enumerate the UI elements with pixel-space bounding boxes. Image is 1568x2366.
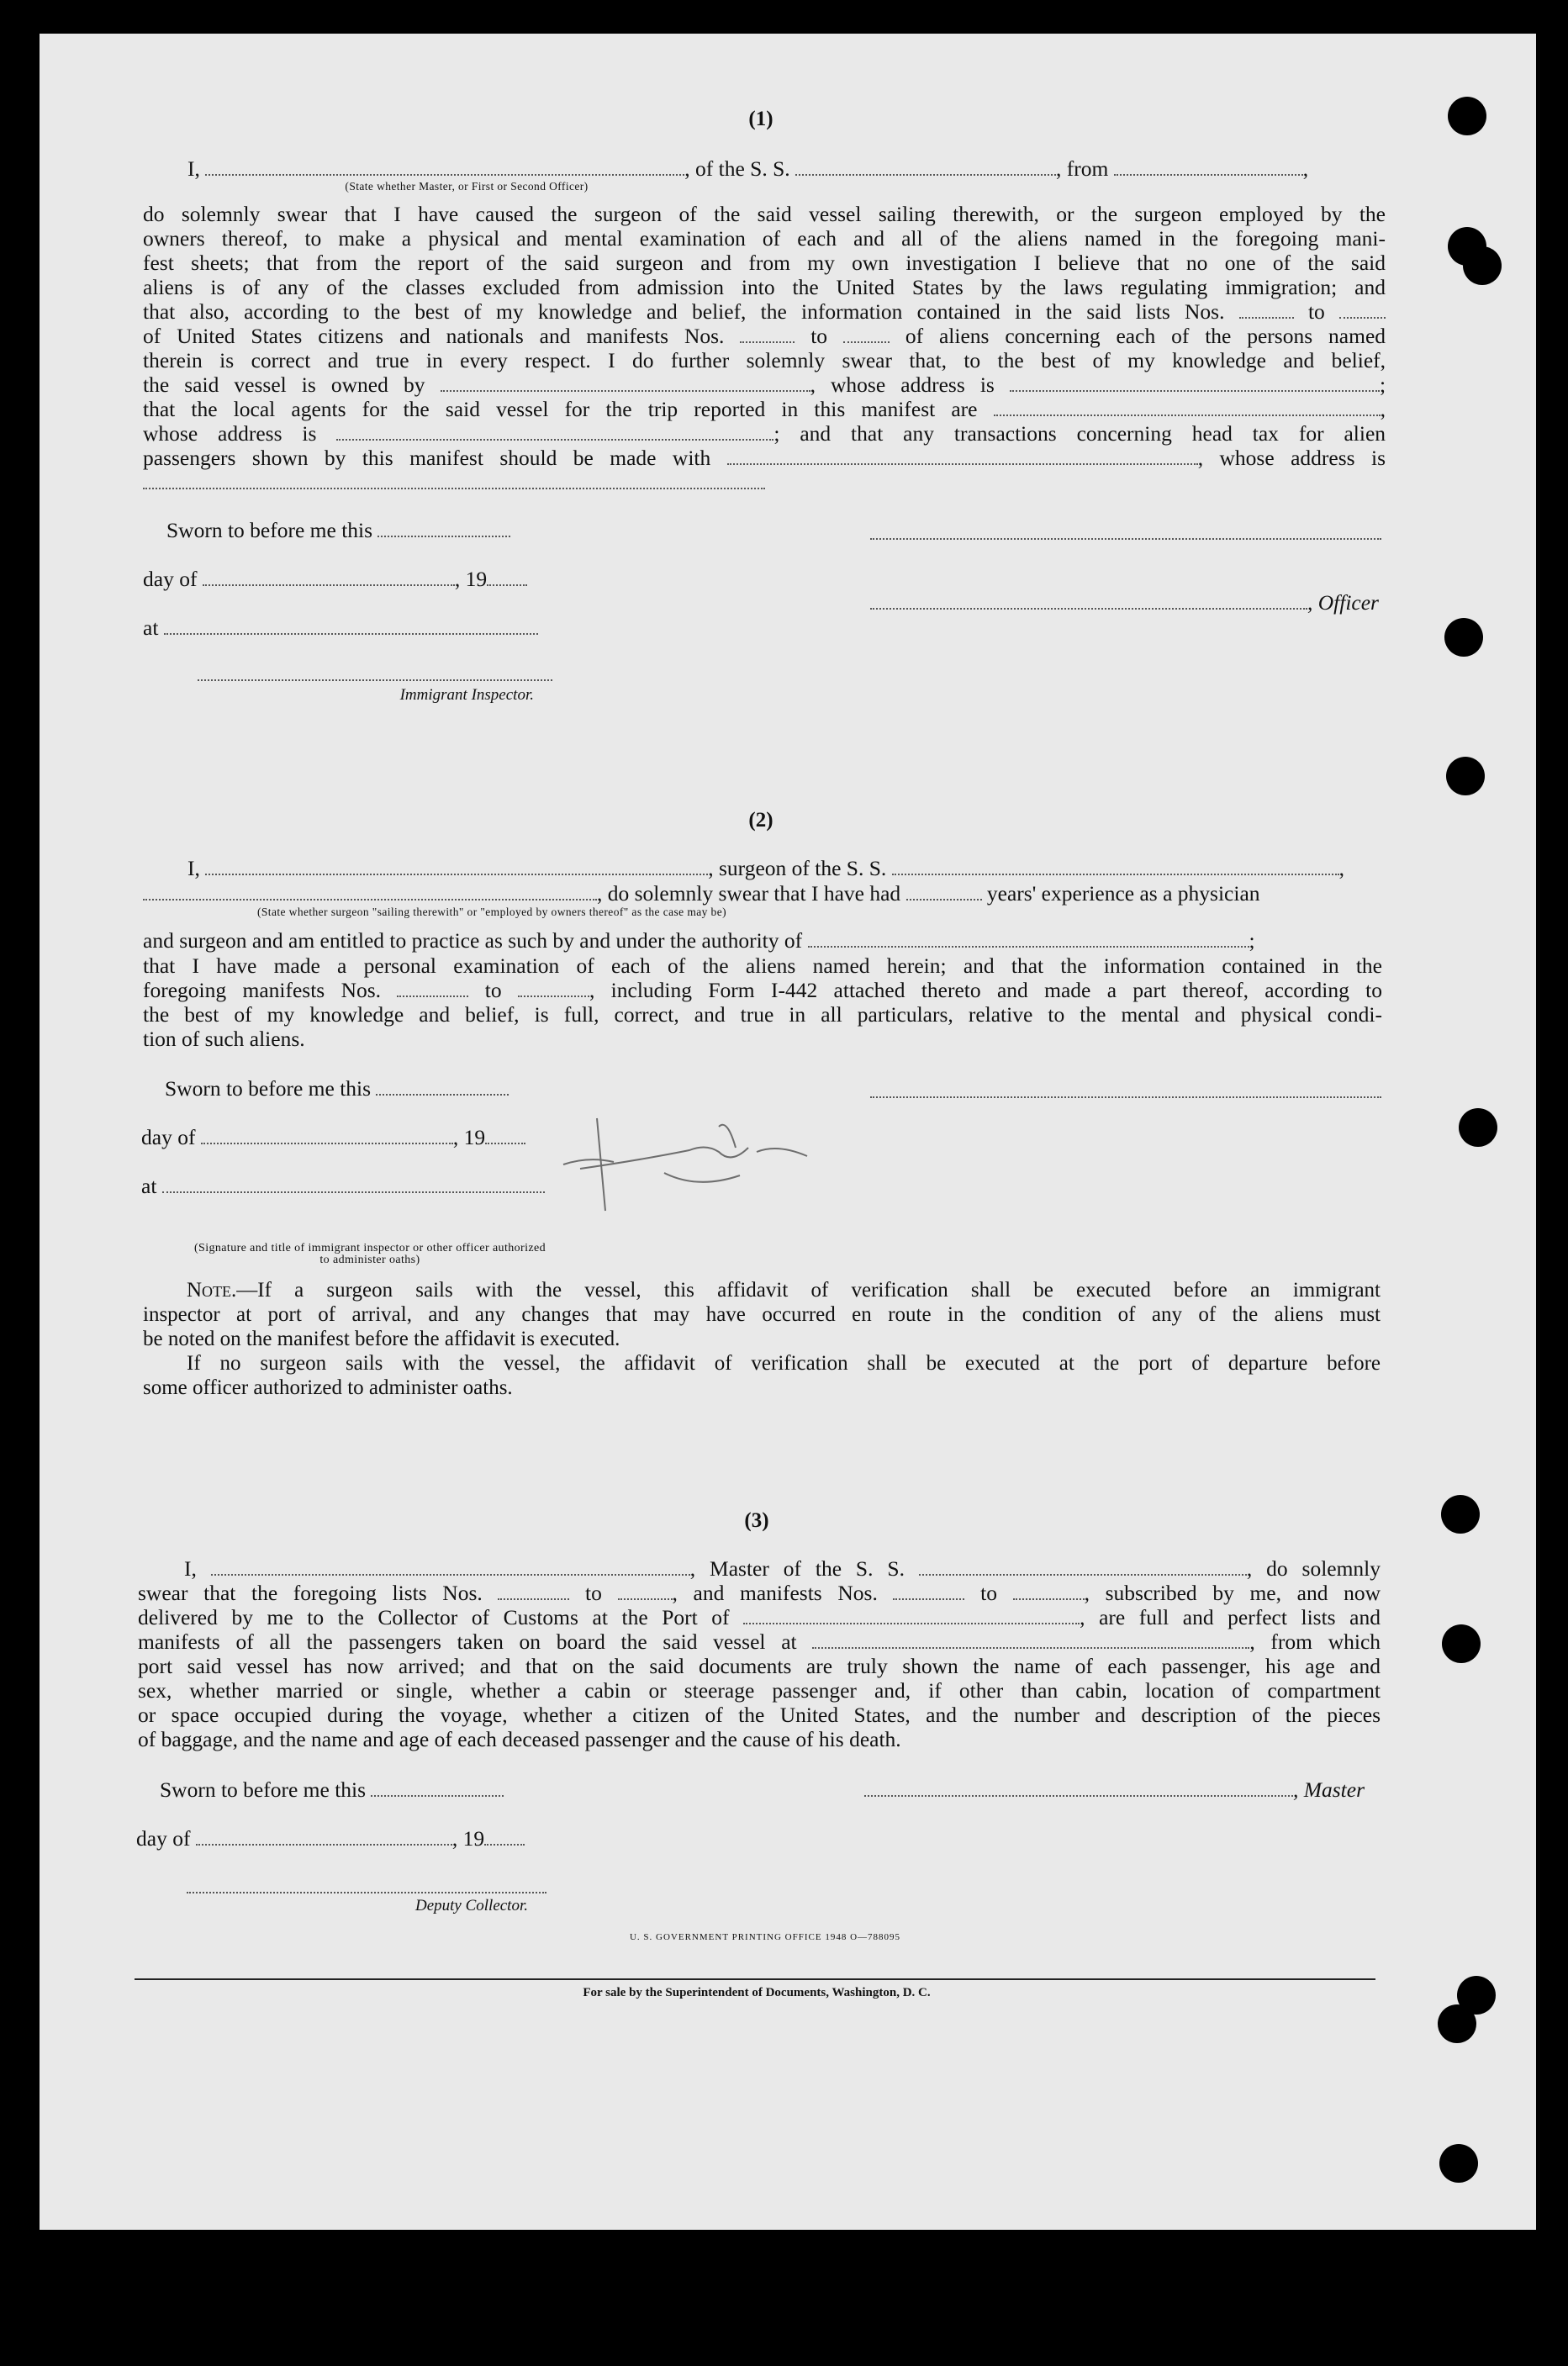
i-label: I, bbox=[187, 856, 200, 880]
section-1-first-line bbox=[187, 156, 1386, 182]
owner-address-field[interactable] bbox=[1010, 374, 1380, 392]
section-2-number: (2) bbox=[748, 809, 773, 832]
officer-signature-line[interactable] bbox=[870, 536, 1381, 540]
sworn-date-field-3[interactable] bbox=[371, 1779, 504, 1797]
head-tax-party-field[interactable] bbox=[727, 447, 1198, 465]
paragraph-line: tion of such aliens. bbox=[143, 1027, 305, 1051]
day-field[interactable] bbox=[203, 568, 455, 586]
section-3-number: (3) bbox=[744, 1509, 769, 1532]
paragraph-line: aliens is of any of the classes excluded from admission into the United States by the laws regulating immigration; and bbox=[143, 275, 1386, 299]
signature-stroke bbox=[719, 1125, 736, 1148]
paragraph-line bbox=[143, 470, 1386, 494]
signature-stroke bbox=[664, 1173, 740, 1182]
manifests-from-field-3[interactable] bbox=[893, 1582, 964, 1600]
at-label: at bbox=[143, 615, 159, 640]
day-line-3 bbox=[136, 1826, 525, 1851]
paragraph-line: or space occupied during the voyage, whether a citizen of the United States, and the number and description of the pieces bbox=[138, 1703, 1381, 1727]
sworn-label: Sworn to before me this bbox=[165, 1076, 372, 1101]
caption-inspector-signature: (Signature and title of immigrant inspector or other officer authorized to administer oaths) bbox=[193, 1242, 546, 1266]
day-of-label: day of bbox=[143, 567, 198, 591]
at-line-2 bbox=[141, 1174, 545, 1199]
caption-surgeon-status: (State whether surgeon "sailing therewith" or "employed by owners thereof" as the case may be) bbox=[257, 906, 726, 918]
at-place-field-2[interactable] bbox=[162, 1175, 545, 1193]
section-2-second-line bbox=[143, 881, 1260, 906]
year-label: , 19 bbox=[451, 1826, 485, 1851]
day-line-1 bbox=[143, 567, 527, 592]
surgeon-name-field[interactable] bbox=[205, 858, 708, 875]
note-label: Note. bbox=[187, 1279, 237, 1302]
semicolon: ; bbox=[1249, 928, 1255, 953]
printing-office-imprint: U. S. GOVERNMENT PRINTING OFFICE 1948 O—788095 bbox=[629, 1932, 901, 1942]
manifests-from-field-2[interactable] bbox=[397, 980, 468, 997]
vessel-name-field-3[interactable] bbox=[919, 1558, 1247, 1576]
paragraph-line: manifests of all the passengers taken on board the said vessel at , from which bbox=[138, 1629, 1381, 1654]
year-field[interactable] bbox=[487, 568, 527, 586]
lists-to-field[interactable] bbox=[1339, 301, 1386, 319]
paragraph-line: be noted on the manifest before the affidavit is executed. bbox=[143, 1328, 620, 1350]
punch-hole bbox=[1448, 97, 1486, 135]
paragraph-line: that also, according to the best of my knowledge and belief, the information contained in the said lists Nos. to bbox=[143, 299, 1386, 324]
lists-to-field-3[interactable] bbox=[618, 1582, 673, 1600]
at-line-1 bbox=[143, 615, 538, 641]
punch-hole bbox=[1459, 1108, 1497, 1147]
caption-officer-rank: (State whether Master, or First or Second Officer) bbox=[345, 180, 589, 193]
year-field-2[interactable] bbox=[485, 1127, 525, 1144]
paragraph-line: owners thereof, to make a physical and mental examination of each and all of the aliens named in the foregoing mani- bbox=[143, 226, 1386, 251]
sworn-line-3 bbox=[160, 1777, 504, 1803]
manifests-to-field-2[interactable] bbox=[518, 980, 589, 997]
footer-rule bbox=[135, 1978, 1375, 1980]
agents-address-field[interactable] bbox=[336, 423, 773, 441]
paragraph-line: the best of my knowledge and belief, is full, correct, and true in all particulars, relative to the mental and physical condi- bbox=[143, 1002, 1382, 1027]
boarding-port-field[interactable] bbox=[812, 1631, 1249, 1649]
lists-from-field-3[interactable] bbox=[498, 1582, 569, 1600]
year-label: , 19 bbox=[454, 567, 488, 591]
of-ss-label: , of the S. S. bbox=[684, 156, 790, 181]
punch-hole bbox=[1441, 1495, 1480, 1534]
punch-hole bbox=[1442, 1624, 1481, 1663]
paragraph-line: delivered by me to the Collector of Customs at the Port of , are full and perfect lists and bbox=[138, 1605, 1381, 1629]
master-line bbox=[864, 1777, 1365, 1803]
paragraph-line: I, , Master of the S. S. , do solemnly bbox=[184, 1556, 1381, 1581]
paragraph-line: passengers shown by this manifest should be made with , whose address is bbox=[143, 446, 1386, 470]
signature-stroke bbox=[757, 1149, 807, 1156]
paragraph-line: Note.—If a surgeon sails with the vessel, this affidavit of verification shall be executed before an immigrant bbox=[187, 1279, 1381, 1302]
note-paragraph bbox=[143, 1278, 1381, 1400]
from-label: , from bbox=[1056, 156, 1109, 181]
punch-hole bbox=[1439, 2144, 1478, 2183]
paragraph-line: port said vessel has now arrived; and that on the said documents are truly shown the name of each passenger, his age and bbox=[138, 1654, 1381, 1678]
paragraph-line: inspector at port of arrival, and any changes that may have occurred en route in the condition of any of the aliens must bbox=[143, 1303, 1381, 1326]
comma: , bbox=[1302, 156, 1309, 181]
punch-hole bbox=[1438, 2004, 1476, 2043]
section-3-paragraph bbox=[138, 1556, 1381, 1751]
day-of-label: day of bbox=[141, 1125, 196, 1149]
surgeon-signature-line[interactable] bbox=[870, 1095, 1381, 1098]
paragraph-line: the said vessel is owned by , whose address is ; bbox=[143, 372, 1386, 397]
officer-label: , Officer bbox=[1307, 590, 1379, 615]
section-1-number: (1) bbox=[748, 108, 773, 130]
sworn-line-1 bbox=[166, 518, 510, 543]
signature-stroke bbox=[563, 1159, 614, 1165]
signature-stroke bbox=[580, 1147, 748, 1169]
manifests-from-field[interactable] bbox=[740, 325, 795, 343]
day-line-2 bbox=[141, 1125, 525, 1150]
officer-title-field[interactable] bbox=[870, 592, 1307, 610]
master-name-field[interactable] bbox=[211, 1558, 690, 1576]
years-label: years' experience as a physician bbox=[986, 881, 1260, 906]
deputy-collector-signature-line[interactable] bbox=[187, 1890, 546, 1893]
sworn-label: Sworn to before me this bbox=[166, 518, 373, 542]
paragraph-line: some officer authorized to administer oaths. bbox=[143, 1376, 513, 1399]
for-sale-notice: For sale by the Superintendent of Documents, Washington, D. C. bbox=[583, 1986, 931, 1999]
swear-label: , do solemnly swear that I have had bbox=[597, 881, 901, 906]
surgeon-of-label: , surgeon of the S. S. bbox=[708, 856, 887, 880]
paragraph-line: that the local agents for the said vessel for the trip reported in this manifest are , bbox=[143, 397, 1386, 421]
paragraph-line: If no surgeon sails with the vessel, the affidavit of verification shall be executed at the port of departure before bbox=[187, 1352, 1381, 1375]
day-field-2[interactable] bbox=[201, 1127, 453, 1144]
vessel-name-field[interactable] bbox=[795, 158, 1056, 176]
paragraph-line: of United States citizens and nationals and manifests Nos. to of aliens concerning each of the persons named bbox=[143, 324, 1386, 348]
sworn-line-2 bbox=[165, 1076, 509, 1101]
years-field[interactable] bbox=[906, 883, 982, 900]
year-field-3[interactable] bbox=[484, 1828, 525, 1846]
inspector-signature-line[interactable] bbox=[198, 678, 552, 681]
sworn-date-field[interactable] bbox=[377, 520, 510, 537]
authority-field[interactable] bbox=[808, 930, 1249, 948]
i-label: I, bbox=[187, 156, 200, 181]
surgeon-status-field[interactable] bbox=[143, 883, 597, 900]
sworn-date-field-2[interactable] bbox=[376, 1078, 509, 1096]
day-field-3[interactable] bbox=[196, 1828, 452, 1846]
master-signature-field[interactable] bbox=[864, 1779, 1293, 1797]
comma: , bbox=[1338, 856, 1345, 880]
owner-field[interactable] bbox=[441, 374, 810, 392]
manifests-to-field[interactable] bbox=[843, 325, 890, 343]
at-place-field[interactable] bbox=[164, 617, 538, 635]
paragraph-line: that I have made a personal examination of each of the aliens named herein; and that the information contained in the bbox=[143, 953, 1382, 978]
section-2-first-line bbox=[187, 856, 1344, 881]
handwritten-signature bbox=[538, 1085, 858, 1228]
year-label: , 19 bbox=[452, 1125, 486, 1149]
paragraph-line: fest sheets; that from the report of the said surgeon and from my own investigation I believe that no one of the said bbox=[143, 251, 1386, 275]
authority-label: and surgeon and am entitled to practice as such by and under the authority of bbox=[143, 928, 803, 953]
vessel-name-field-2[interactable] bbox=[892, 858, 1339, 875]
sworn-label: Sworn to before me this bbox=[160, 1777, 367, 1802]
immigrant-inspector-caption: Immigrant Inspector. bbox=[399, 686, 534, 704]
paragraph-line: foregoing manifests Nos. to , including Form I-442 attached thereto and made a part thereof, according to bbox=[143, 978, 1383, 1002]
deputy-collector-caption: Deputy Collector. bbox=[414, 1897, 528, 1914]
manifests-to-field-3[interactable] bbox=[1013, 1582, 1085, 1600]
at-label: at bbox=[141, 1174, 157, 1198]
paragraph-line: do solemnly swear that I have caused the surgeon of the said vessel sailing therewith, or the surgeon employed by the bbox=[143, 202, 1386, 226]
paragraph-line: of baggage, and the name and age of each deceased passenger and the cause of his death. bbox=[138, 1727, 901, 1751]
lists-from-field[interactable] bbox=[1239, 301, 1294, 319]
section-1-paragraph bbox=[143, 202, 1386, 494]
port-field[interactable] bbox=[743, 1607, 1080, 1624]
officer-name-field[interactable] bbox=[205, 158, 684, 176]
day-of-label: day of bbox=[136, 1826, 191, 1851]
punch-hole bbox=[1463, 246, 1502, 285]
paragraph-line: swear that the foregoing lists Nos. to , and manifests Nos. to , subscribed by me, and now bbox=[138, 1581, 1381, 1605]
punch-hole bbox=[1446, 757, 1485, 795]
officer-line bbox=[870, 590, 1379, 615]
master-label: , Master bbox=[1293, 1777, 1365, 1802]
paragraph-line: whose address is ; and that any transactions concerning head tax for alien bbox=[143, 421, 1386, 446]
paragraph-line: sex, whether married or single, whether a cabin or steerage passenger and, if other than cabin, location of compartment bbox=[138, 1678, 1381, 1703]
paragraph-line: therein is correct and true in every respect. I do further solemnly swear that, to the best of my knowledge and belief, bbox=[143, 348, 1386, 372]
section-2-paragraph bbox=[143, 953, 1382, 1051]
local-agents-field[interactable] bbox=[994, 399, 1381, 416]
punch-hole bbox=[1444, 618, 1483, 657]
section-2-authority-line bbox=[143, 928, 1255, 953]
head-tax-address-field[interactable] bbox=[143, 472, 765, 489]
from-port-field[interactable] bbox=[1114, 158, 1303, 176]
